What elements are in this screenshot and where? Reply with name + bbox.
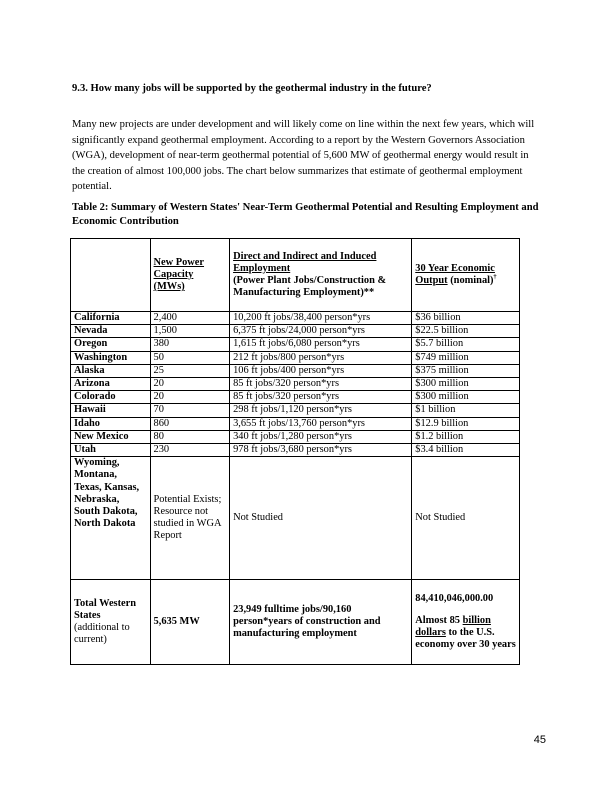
state-cell: Idaho [71,417,151,430]
output-cell: $300 million [412,378,520,391]
header-output-cell [412,239,520,312]
total-output-cell [412,580,520,665]
geothermal-summary-table [70,238,520,665]
state-cell: Utah [71,444,151,457]
total-output-pre: Almost 85 [415,615,463,627]
capacity-cell: 860 [150,417,230,430]
output-cell: $12.9 billion [412,417,520,430]
capacity-cell: 380 [150,338,230,351]
state-cell: Hawaii [71,404,151,417]
jobs-cell: 978 ft jobs/3,680 person*yrs [230,444,412,457]
total-label-note: (additional to current) [74,622,130,646]
jobs-cell: 6,375 ft jobs/24,000 person*yrs [230,325,412,338]
other-states-cell: Wyoming, Montana, Texas, Kansas, Nebraska, South Dakota, North Dakota [71,457,151,580]
table-row [71,312,520,325]
header-employment-detail: (Power Plant Jobs/Construction & Manufacturing Employment)** [233,275,387,299]
header-capacity-cell [150,239,230,312]
jobs-cell: 10,200 ft jobs/38,400 person*yrs [230,312,412,325]
capacity-cell: 50 [150,351,230,364]
jobs-cell: 106 ft jobs/400 person*yrs [230,364,412,377]
other-capacity-cell: Potential Exists; Resource not studied in WGA Report [150,457,230,580]
table-row [71,391,520,404]
state-cell: Arizona [71,378,151,391]
total-output-link[interactable]: billion dollars [415,615,491,639]
page-number: 45 [533,734,546,746]
output-cell: $375 million [412,364,520,377]
header-output-mark: † [493,274,497,281]
output-cell: $1.2 billion [412,430,520,443]
jobs-cell: 3,655 ft jobs/13,760 person*yrs [230,417,412,430]
jobs-cell: 1,615 ft jobs/6,080 person*yrs [230,338,412,351]
other-jobs-cell: Not Studied [230,457,412,580]
capacity-cell: 230 [150,444,230,457]
state-cell: New Mexico [71,430,151,443]
capacity-cell: 1,500 [150,325,230,338]
state-cell: Washington [71,351,151,364]
total-label: Total Western States [74,597,137,622]
total-output-post: to the U.S. economy over 30 years [415,627,516,651]
output-cell: $300 million [412,391,520,404]
table-row [71,325,520,338]
state-cell: Oregon [71,338,151,351]
jobs-cell: 85 ft jobs/320 person*yrs [230,391,412,404]
section-heading: 9.3. How many jobs will be supported by the geothermal industry in the future? [72,83,432,94]
table-row [71,417,520,430]
jobs-cell: 340 ft jobs/1,280 person*yrs [230,430,412,443]
output-cell: $3.4 billion [412,444,520,457]
intro-paragraph: Many new projects are under development and will likely come on line within the next few years, which will significantly expand geothermal employment. According to a report by the Western Governors Association (WGA), development of near-term geothermal potential of 5,600 MW of geothermal energy would result in the creation of almost 100,000 jobs. The chart below summarizes that estimate of geothermal employment potential. [72,119,535,193]
jobs-cell: 212 ft jobs/800 person*yrs [230,351,412,364]
output-cell: $749 million [412,351,520,364]
other-output-cell: Not Studied [412,457,520,580]
header-output-suffix: (nominal) [447,275,494,286]
table-row [71,378,520,391]
state-cell: California [71,312,151,325]
table-row [71,444,520,457]
table-row [71,364,520,377]
capacity-cell: 2,400 [150,312,230,325]
capacity-cell: 20 [150,378,230,391]
capacity-cell: 80 [150,430,230,443]
capacity-cell: 25 [150,364,230,377]
header-capacity: New Power Capacity (MWs) [153,256,205,293]
output-cell: $22.5 billion [412,325,520,338]
total-jobs-cell: 23,949 fulltime jobs/90,160 person*years of construction and manufacturing employment [230,580,412,665]
total-capacity-cell: 5,635 MW [150,580,230,665]
table-row-total [71,580,520,665]
table-row [71,338,520,351]
jobs-cell: 85 ft jobs/320 person*yrs [230,378,412,391]
table-row [71,351,520,364]
output-cell: $36 billion [412,312,520,325]
state-cell: Nevada [71,325,151,338]
total-label-cell [71,580,151,665]
table-row-other-states [71,457,520,580]
header-output-title: 30 Year Economic Output [415,262,495,286]
header-employment-cell [230,239,412,312]
header-employment-title: Direct and Indirect and Induced Employment [233,250,377,274]
table-header-row [71,239,520,312]
header-state-cell [71,239,151,312]
total-output-value: 84,410,046,000.00 [415,592,494,604]
output-cell: $1 billion [412,404,520,417]
table-row [71,404,520,417]
capacity-cell: 20 [150,391,230,404]
state-cell: Colorado [71,391,151,404]
capacity-cell: 70 [150,404,230,417]
table-caption: Table 2: Summary of Western States' Near-Term Geothermal Potential and Resulting Employment and Economic Contribution [72,202,539,227]
output-cell: $5.7 billion [412,338,520,351]
state-cell: Alaska [71,364,151,377]
table-row [71,430,520,443]
jobs-cell: 298 ft jobs/1,120 person*yrs [230,404,412,417]
